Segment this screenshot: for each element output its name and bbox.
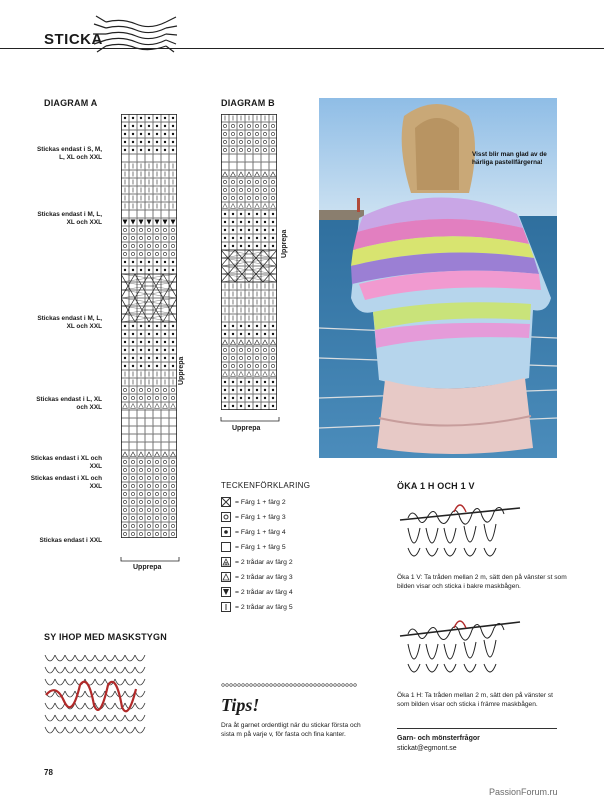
legend-item [221,497,341,507]
diagram-a-title: DIAGRAM A [44,98,98,108]
cross-symbol-icon [221,497,231,507]
legend-text: = 2 trådar av färg 5 [235,603,293,611]
diagram-b-repeat-bracket [220,417,280,425]
page-number: 78 [44,768,53,777]
sew-title: SY IHOP MED MASKSTYGN [44,632,167,642]
diagram-a-note-6: Stickas endast i XL och XXL [30,475,102,490]
legend-item [221,557,341,567]
diagram-b-chart [221,114,277,410]
triangle-symbol-icon [221,572,231,582]
legend-item [221,587,341,597]
contact-email[interactable]: stickat@egmont.se [397,745,457,752]
increase-h-illustration [398,606,522,682]
legend-text: = 2 trådar av färg 4 [235,588,293,596]
contact-heading: Garn- och mönsterfrågor [397,735,480,742]
increase-v-text: Öka 1 V: Ta tråden mellan 2 m, sätt den på vänster st som bilden visar och sticka i bakre maskbågen. [397,574,567,590]
diagram-b-title: DIAGRAM B [221,98,275,108]
dot-symbol-icon [221,527,231,537]
section-title: STICKA [44,31,103,48]
mattress-stitch-illustration [44,655,146,739]
chart-grid [221,114,277,410]
diagram-a-note-7: Stickas endast i XXL [39,537,102,544]
bar-symbol-icon [221,602,231,612]
legend-text: = Färg 1 + färg 3 [235,513,286,521]
diagram-a-repeat-label: Upprepa [133,564,162,571]
diagram-a-note-1: Stickas endast i S, M, L, XL och XXL [37,146,102,161]
legend-list [221,497,341,617]
photo-caption: Visst blir man glad av de härliga pastellfärgerna! [472,151,547,166]
diagram-a-note-5: Stickas endast i XL och XXL [30,455,102,470]
tips-text: Dra åt garnet ordentligt när du stickar första och sista m på varje v, för fasta och fina kanter. [221,722,361,738]
legend-item [221,572,341,582]
chart-grid [121,114,177,538]
increase-title: ÖKA 1 H OCH 1 V [397,481,475,491]
legend-text: = Färg 1 + färg 2 [235,498,286,506]
legend-text: = Färg 1 + färg 4 [235,528,286,536]
tips-heading: Tips! [221,695,260,715]
diagram-a-note-3: Stickas endast i M, L, XL och XXL [37,315,102,330]
legend-item [221,527,341,537]
tips-dotted-rule [221,682,357,688]
header-rule [0,48,604,49]
legend-text: = 2 trådar av färg 2 [235,558,293,566]
legend-item [221,512,341,522]
legend-text: = 2 trådar av färg 3 [235,573,293,581]
increase-v-illustration [398,498,522,568]
diagram-a-side-repeat-label: Upprepa [178,356,185,385]
legend-item [221,542,341,552]
diagram-b-side-repeat-label: Upprepa [281,229,288,258]
diagram-a-note-2: Stickas endast i M, L, XL och XXL [37,211,102,226]
legend-title: TECKENFÖRKLARING [221,481,311,490]
diagram-a-chart [121,114,177,538]
diagram-b-repeat-label: Upprepa [232,425,261,432]
contact-rule [397,728,557,729]
increase-h-text: Öka 1 H: Ta tråden mellan 2 m, sätt den på vänster st som bilden visar och sticka i främre maskbågen. [397,692,554,708]
circle-symbol-icon [221,512,231,522]
diagram-a-note-4: Stickas endast i L, XL och XXL [36,396,102,411]
legend-item [221,602,341,612]
legend-text: = Färg 1 + färg 5 [235,543,286,551]
blank-symbol-icon [221,542,231,552]
circle-triangle-symbol-icon [221,557,231,567]
filled-triangle-symbol-icon [221,587,231,597]
watermark: PassionForum.ru [489,787,558,797]
